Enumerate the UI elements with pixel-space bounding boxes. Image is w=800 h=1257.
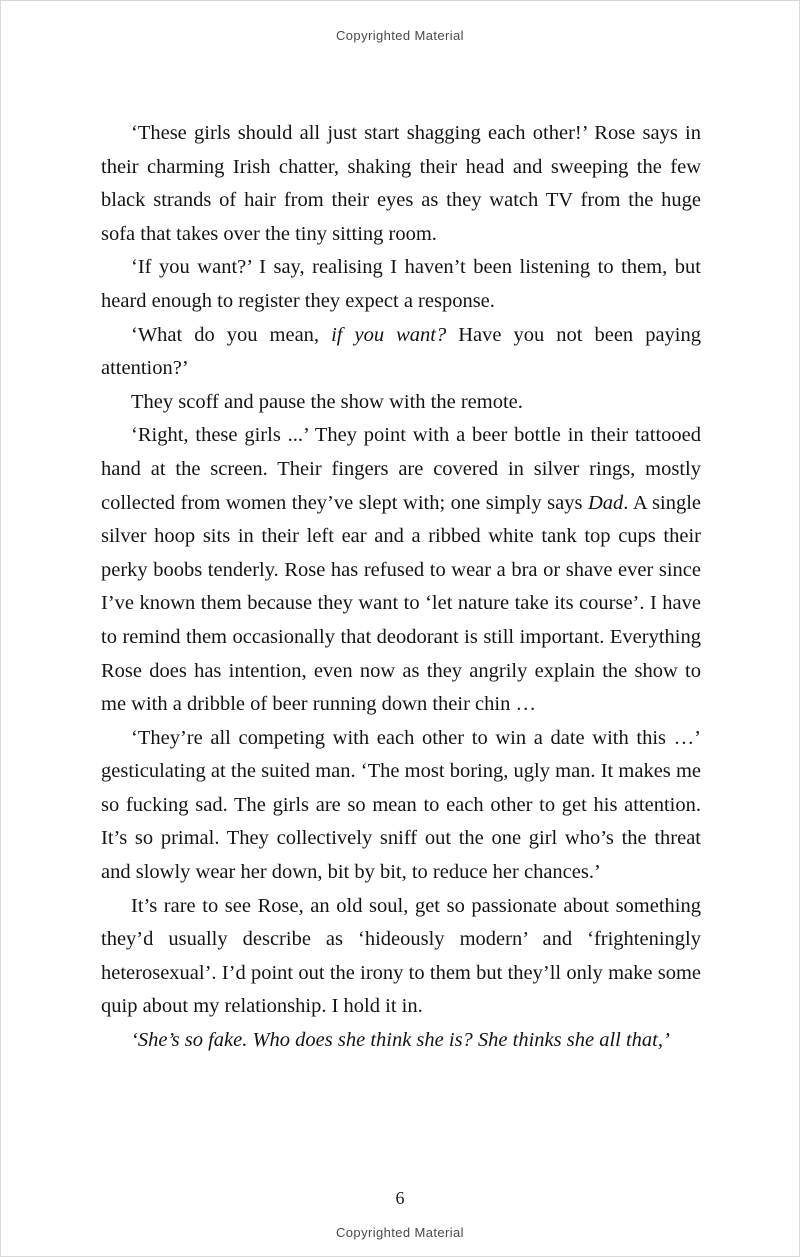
text-segment: ‘If you want?’ I say, realising I haven’t been listening to them, but heard enough to register they expect a response.: [101, 256, 701, 312]
paragraph: [101, 722, 701, 890]
paragraph: [101, 890, 701, 1024]
paragraph: [101, 419, 701, 721]
page-number: 6: [395, 1188, 405, 1208]
text-segment: They scoff and pause the show with the remote.: [131, 390, 523, 413]
text-segment: . A single silver hoop sits in their left ear and a ribbed white tank top cups their perky boobs tenderly. Rose has refused to wear a bra or shave ever since I’ve known them because they want to ‘let nature take its course’. I have to remind them occasionally that deodorant is still important. Everything Rose does has intention, even now as they angrily explain the show to me with a dribble of beer running down their chin …: [101, 491, 701, 716]
text-segment: ‘They’re all competing with each other to win a date with this …’ gesticulating at the suited man. ‘The most boring, ugly man. It makes me so fucking sad. The girls are so mean to each other to get his attention. It’s so primal. They collectively sniff out the one girl who’s the threat and slowly wear her down, bit by bit, to reduce her chances.’: [101, 726, 701, 884]
page-body: [101, 117, 701, 1058]
paragraph: [101, 319, 701, 386]
text-segment: ‘What do you mean,: [131, 323, 332, 346]
paragraph: [101, 1024, 701, 1058]
copyright-notice-bottom: Copyrighted Material: [336, 1225, 464, 1240]
text-segment: ‘These girls should all just start shagging each other!’ Rose says in their charming Irish chatter, shaking their head and sweeping the few black strands of hair from their eyes as they watch TV from the huge sofa that takes over the tiny sitting room.: [101, 122, 701, 245]
text-segment: Dad: [587, 491, 624, 514]
paragraph: [101, 386, 701, 420]
paragraph: [101, 117, 701, 251]
paragraph: [101, 251, 701, 318]
text-segment: It’s rare to see Rose, an old soul, get so passionate about something they’d usually describe as ‘hideously modern’ and ‘frighteningly heterosexual’. I’d point out the irony to them but they’ll only make some quip about my relationship. I hold it in.: [101, 894, 701, 1018]
text-segment: if you want?: [331, 323, 447, 346]
text-segment: ‘She’s so fake. Who does she think she is? She thinks she all that,’: [131, 1029, 670, 1052]
text-segment: Have you not been paying attention?’: [101, 323, 701, 380]
copyright-notice-top: Copyrighted Material: [336, 28, 464, 43]
text-segment: ‘Right, these girls ...’ They point with a beer bottle in their tattooed hand at the screen. Their fingers are covered in silver rings, mostly collected from women they’ve slept with; one simply says: [101, 424, 701, 514]
